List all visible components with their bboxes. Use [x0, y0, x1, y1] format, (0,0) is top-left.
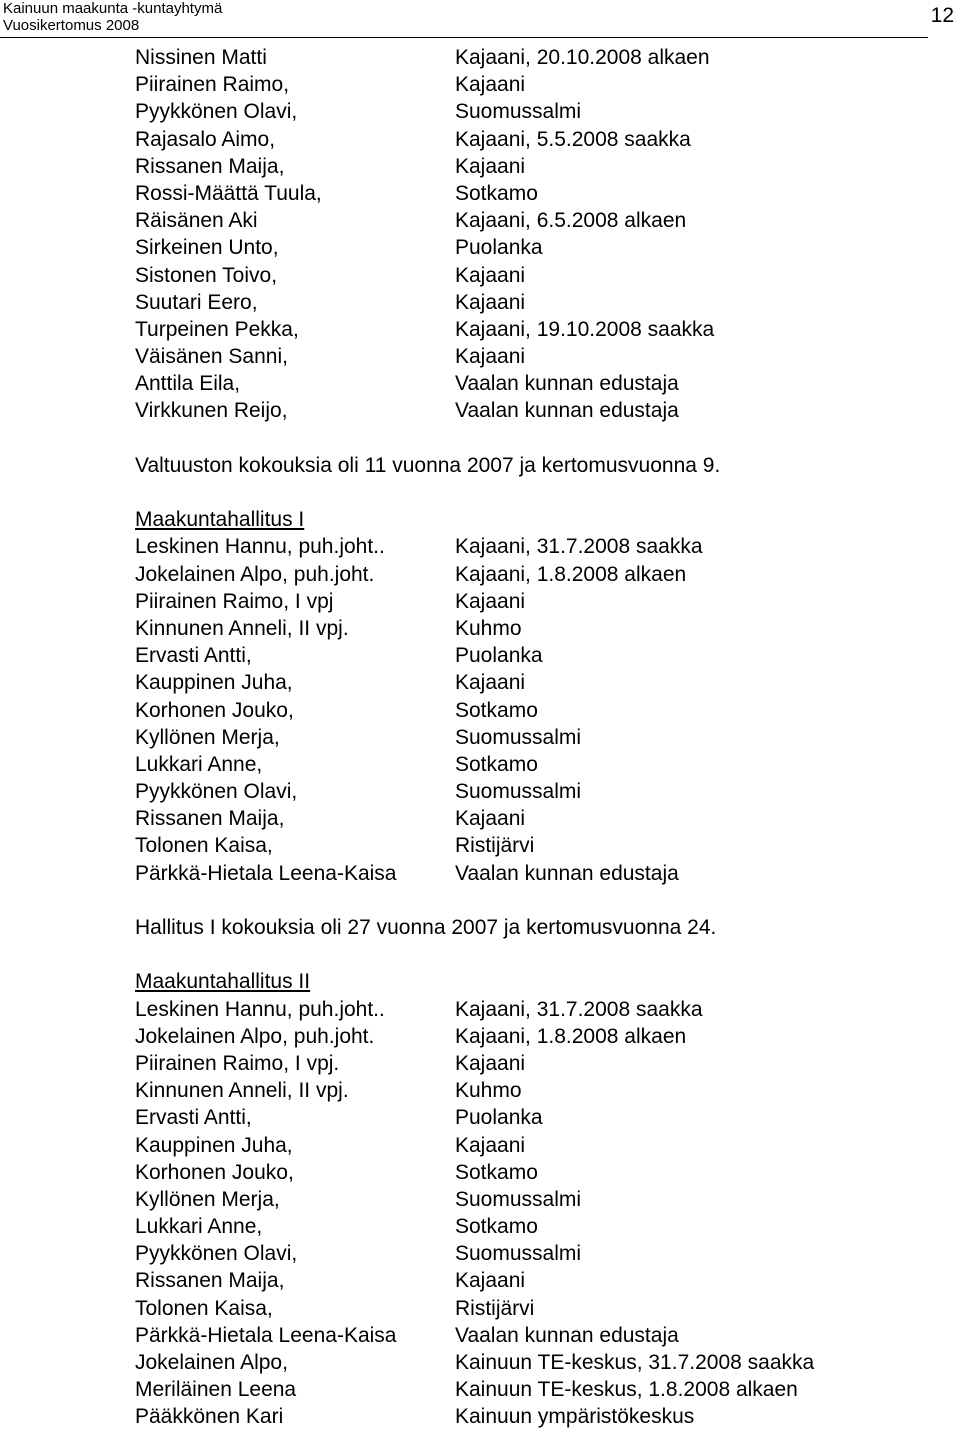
- member-row: [135, 832, 935, 859]
- member-name: Pääkkönen Kari: [135, 1405, 284, 1429]
- member-name: Ervasti Antti,: [135, 644, 252, 668]
- member-place: Kajaani, 20.10.2008 alkaen: [455, 46, 710, 69]
- member-name: Suutari Eero,: [135, 290, 258, 314]
- member-row: [135, 1104, 935, 1131]
- member-name: Jokelainen Alpo, puh.joht.: [135, 1024, 375, 1048]
- member-place: Kajaani: [455, 1051, 526, 1075]
- member-place: Kajaani, 6.5.2008 alkaen: [455, 209, 687, 233]
- spacer: [135, 941, 935, 968]
- member-row: [135, 778, 935, 805]
- member-place: Suomussalmi: [455, 780, 582, 804]
- member-name: Kyllönen Merja,: [135, 1187, 280, 1211]
- member-row: [135, 71, 935, 98]
- member-place: Vaalan kunnan edustaja: [455, 372, 679, 396]
- member-row: [135, 751, 935, 778]
- member-row: [135, 533, 935, 560]
- member-name: Rissanen Maija,: [135, 1269, 285, 1293]
- member-place: Kajaani: [455, 345, 526, 369]
- member-name: Kinnunen Anneli, II vpj.: [135, 1079, 349, 1103]
- member-place: Suomussalmi: [455, 1187, 582, 1211]
- page-header: [0, 0, 960, 38]
- member-name: Tolonen Kaisa,: [135, 834, 273, 858]
- member-place: Puolanka: [455, 1106, 543, 1130]
- council-member-list: [135, 44, 935, 425]
- member-name: Räisänen Aki: [135, 209, 258, 233]
- member-row: [135, 1132, 935, 1159]
- member-row: [135, 642, 935, 669]
- member-row: [135, 397, 935, 424]
- member-row: [135, 316, 935, 343]
- member-name: Sirkeinen Unto,: [135, 236, 279, 260]
- member-row: [135, 697, 935, 724]
- member-place: Vaalan kunnan edustaja: [455, 399, 679, 423]
- member-row: [135, 207, 935, 234]
- member-row: [135, 180, 935, 207]
- member-row: [135, 44, 935, 71]
- board1-member-list: [135, 533, 935, 886]
- member-name: Piirainen Raimo, I vpj.: [135, 1051, 340, 1075]
- member-name: Ervasti Antti,: [135, 1106, 252, 1130]
- member-place: Kajaani, 19.10.2008 saakka: [455, 317, 715, 341]
- member-place: Puolanka: [455, 236, 543, 260]
- spacer: [135, 479, 935, 506]
- member-row: [135, 153, 935, 180]
- header-divider: [0, 37, 928, 38]
- member-place: Kuhmo: [455, 616, 522, 640]
- board2-heading-text: Maakuntahallitus II: [135, 970, 311, 994]
- member-place: Kajaani: [455, 290, 526, 314]
- member-place: Kuhmo: [455, 1079, 522, 1103]
- member-place: Kajaani: [455, 671, 526, 695]
- member-name: Rajasalo Aimo,: [135, 127, 276, 151]
- page-number: 12: [930, 4, 954, 27]
- member-row: [135, 588, 935, 615]
- member-name: Lukkari Anne,: [135, 752, 263, 776]
- member-place: Kajaani: [455, 807, 526, 831]
- member-name: Kinnunen Anneli, II vpj.: [135, 616, 349, 640]
- member-row: [135, 996, 935, 1023]
- member-name: Väisänen Sanni,: [135, 345, 288, 369]
- member-row: [135, 289, 935, 316]
- board1-meetings-note: Hallitus I kokouksia oli 27 vuonna 2007 ja kertomusvuonna 24.: [135, 916, 717, 939]
- member-place: Kainuun TE-keskus, 1.8.2008 alkaen: [455, 1378, 798, 1402]
- member-name: Rissanen Maija,: [135, 807, 285, 831]
- member-place: Kainuun TE-keskus, 31.7.2008 saakka: [455, 1351, 815, 1374]
- member-place: Kajaani, 31.7.2008 saakka: [455, 997, 703, 1021]
- member-row: [135, 1159, 935, 1186]
- member-row: [135, 343, 935, 370]
- header-organization: Kainuun maakunta -kuntayhtymä: [3, 0, 223, 17]
- member-row: [135, 1349, 935, 1376]
- member-name: Pyykkönen Olavi,: [135, 100, 298, 124]
- member-name: Virkkunen Reijo,: [135, 399, 288, 423]
- board2-heading: [135, 968, 935, 995]
- member-row: [135, 1376, 935, 1403]
- member-row: [135, 370, 935, 397]
- member-place: Sotkamo: [455, 1160, 538, 1184]
- member-row: [135, 126, 935, 153]
- member-place: Kajaani: [455, 1133, 526, 1157]
- member-place: Kajaani: [455, 154, 526, 178]
- member-place: Kajaani, 31.7.2008 saakka: [455, 535, 703, 559]
- member-place: Sotkamo: [455, 181, 538, 205]
- member-name: Anttila Eila,: [135, 372, 241, 396]
- member-place: Puolanka: [455, 644, 543, 668]
- member-place: Kajaani: [455, 263, 526, 287]
- member-row: [135, 1213, 935, 1240]
- member-name: Jokelainen Alpo, puh.joht.: [135, 562, 375, 586]
- board2-member-list: [135, 996, 935, 1431]
- member-place: Suomussalmi: [455, 100, 582, 124]
- member-place: Kajaani, 1.8.2008 alkaen: [455, 562, 687, 586]
- member-name: Pärkkä-Hietala Leena-Kaisa: [135, 1323, 397, 1347]
- member-row: [135, 724, 935, 751]
- member-place: Kajaani: [455, 589, 526, 613]
- member-place: Kainuun ympäristökeskus: [455, 1405, 695, 1429]
- member-place: Sotkamo: [455, 698, 538, 722]
- member-row: [135, 1240, 935, 1267]
- member-name: Tolonen Kaisa,: [135, 1296, 273, 1320]
- member-row: [135, 1050, 935, 1077]
- spacer: [135, 425, 935, 452]
- member-place: Kajaani, 1.8.2008 alkaen: [455, 1024, 687, 1048]
- board1-heading-text: Maakuntahallitus I: [135, 508, 305, 532]
- member-name: Piirainen Raimo, I vpj: [135, 589, 334, 613]
- member-row: [135, 1267, 935, 1294]
- member-name: Nissinen Matti: [135, 46, 267, 69]
- member-name: Korhonen Jouko,: [135, 698, 294, 722]
- member-row: [135, 234, 935, 261]
- member-name: Leskinen Hannu, puh.joht..: [135, 997, 385, 1021]
- member-row: [135, 1322, 935, 1349]
- member-name: Pyykkönen Olavi,: [135, 1242, 298, 1266]
- member-place: Vaalan kunnan edustaja: [455, 861, 679, 885]
- member-place: Sotkamo: [455, 752, 538, 776]
- member-place: Sotkamo: [455, 1215, 538, 1239]
- member-name: Kyllönen Merja,: [135, 725, 280, 749]
- member-name: Kauppinen Juha,: [135, 671, 293, 695]
- member-name: Meriläinen Leena: [135, 1378, 297, 1402]
- member-row: [135, 262, 935, 289]
- member-name: Pyykkönen Olavi,: [135, 780, 298, 804]
- member-name: Turpeinen Pekka,: [135, 317, 299, 341]
- member-place: Ristijärvi: [455, 1296, 535, 1320]
- member-row: [135, 615, 935, 642]
- member-place: Ristijärvi: [455, 834, 535, 858]
- member-row: [135, 1186, 935, 1213]
- council-meetings-note: Valtuuston kokouksia oli 11 vuonna 2007 ja kertomusvuonna 9.: [135, 453, 721, 477]
- member-place: Kajaani: [455, 1269, 526, 1293]
- member-place: Kajaani: [455, 73, 526, 97]
- board1-heading: [135, 506, 935, 533]
- member-name: Rissanen Maija,: [135, 154, 285, 178]
- member-name: Lukkari Anne,: [135, 1215, 263, 1239]
- member-row: [135, 1403, 935, 1430]
- member-place: Kajaani, 5.5.2008 saakka: [455, 127, 691, 151]
- header-report-title: Vuosikertomus 2008: [3, 17, 140, 34]
- member-name: Leskinen Hannu, puh.joht..: [135, 535, 385, 559]
- member-row: [135, 561, 935, 588]
- member-row: [135, 805, 935, 832]
- spacer: [135, 887, 935, 914]
- member-name: Kauppinen Juha,: [135, 1133, 293, 1157]
- member-row: [135, 669, 935, 696]
- member-name: Jokelainen Alpo,: [135, 1351, 288, 1374]
- member-row: [135, 98, 935, 125]
- member-name: Sistonen Toivo,: [135, 263, 278, 287]
- member-name: Pärkkä-Hietala Leena-Kaisa: [135, 861, 397, 885]
- member-place: Vaalan kunnan edustaja: [455, 1323, 679, 1347]
- member-place: Suomussalmi: [455, 1242, 582, 1266]
- member-place: Suomussalmi: [455, 725, 582, 749]
- document-body: [135, 44, 935, 1431]
- member-row: [135, 1023, 935, 1050]
- member-name: Korhonen Jouko,: [135, 1160, 294, 1184]
- member-name: Rossi-Määttä Tuula,: [135, 181, 322, 205]
- member-name: Piirainen Raimo,: [135, 73, 290, 97]
- member-row: [135, 1295, 935, 1322]
- member-row: [135, 1077, 935, 1104]
- member-row: [135, 860, 935, 887]
